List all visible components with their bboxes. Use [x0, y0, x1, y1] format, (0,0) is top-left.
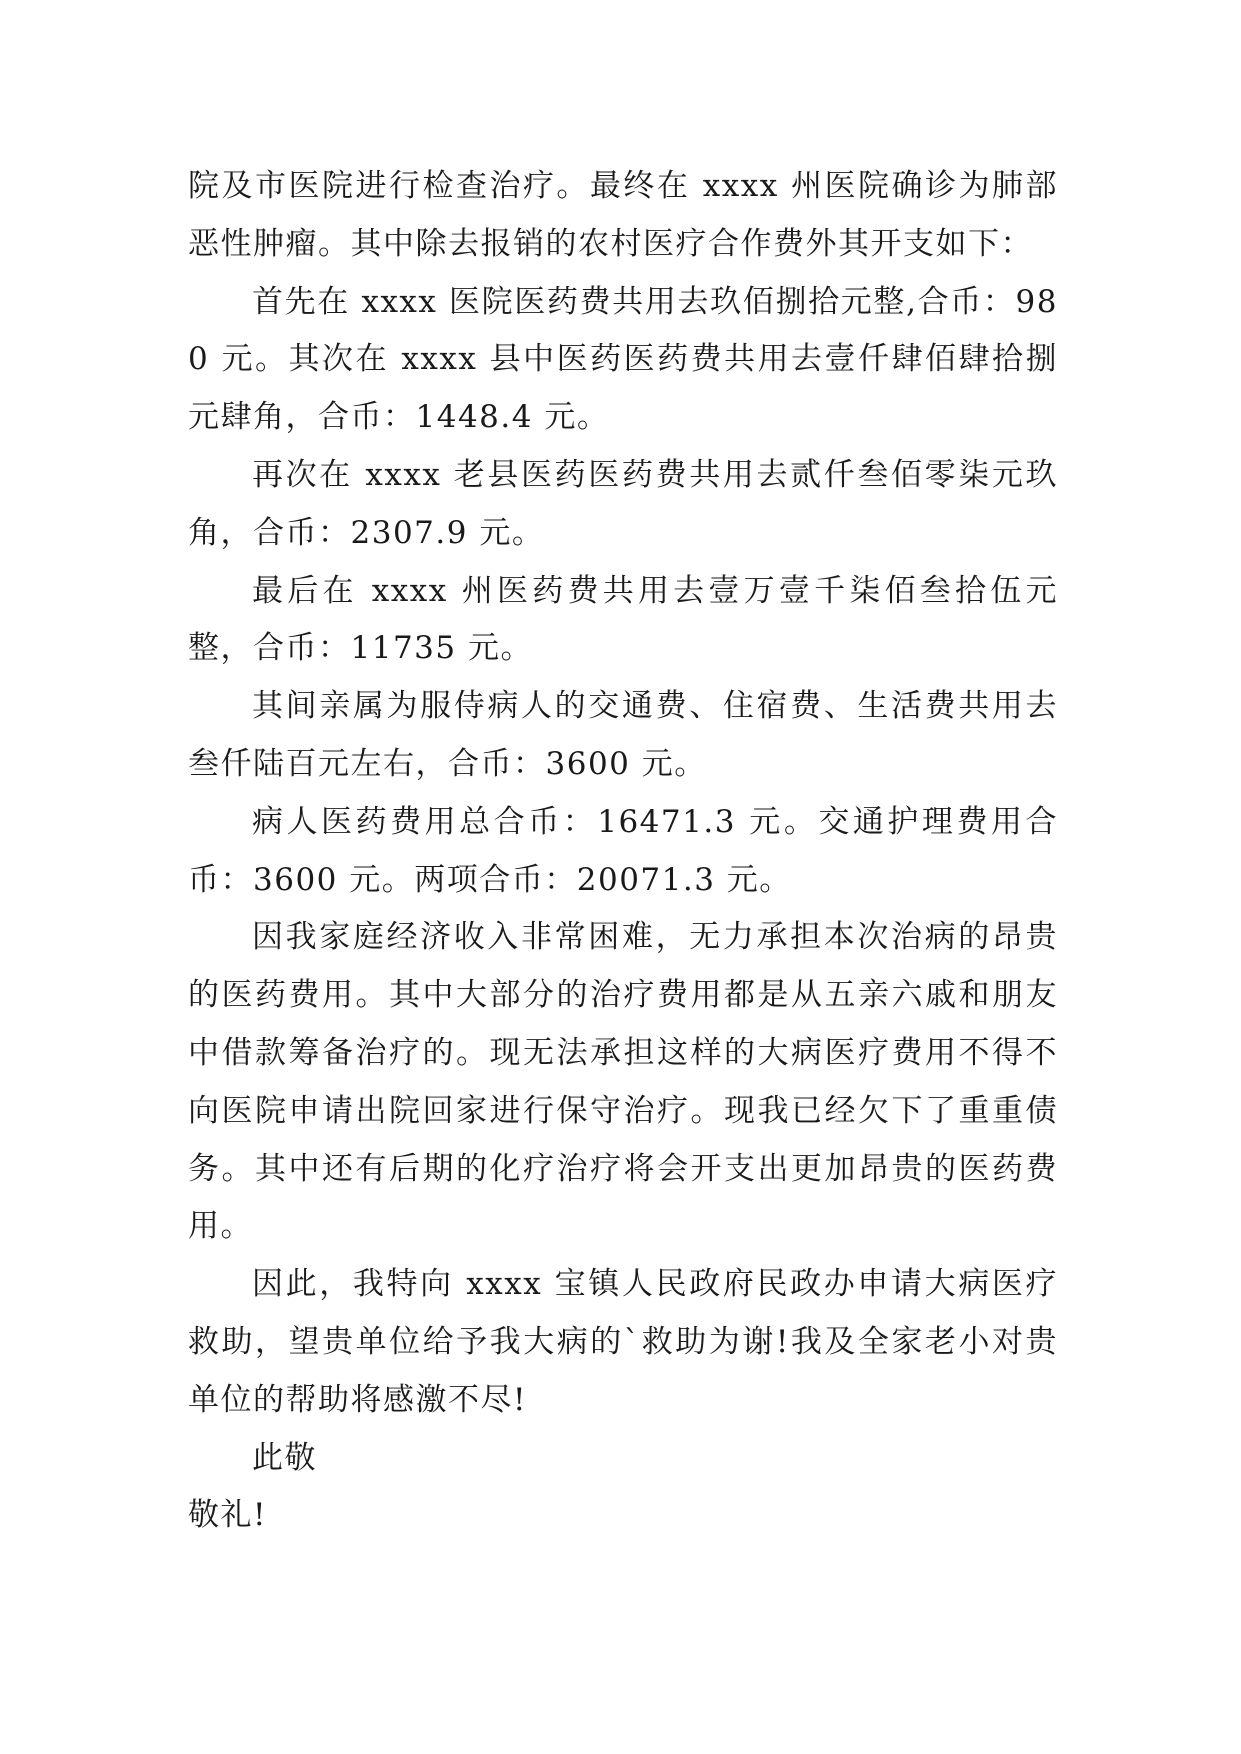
closing-regards: 敬礼! [188, 1497, 267, 1534]
paragraph-last-hospital: 最后在 xxxx 州医药费共用去壹万壹千柒佰叁拾伍元整，合币：11735 元。 [188, 572, 1058, 667]
paragraph-request: 因此，我特向 xxxx 宝镇人民政府民政办申请大病医疗救助，望贵单位给予我大病的`救助为谢!我及全家老小对贵单位的帮助将感激不尽! [188, 1266, 1058, 1418]
paragraph-third-hospital: 再次在 xxxx 老县医药医药费共用去贰仟叁佰零柒元玖角，合币：2307.9 元。 [188, 456, 1058, 551]
closing-salutation: 此敬 [252, 1439, 317, 1476]
paragraph-expense-intro: 院及市医院进行检查治疗。最终在 xxxx 州医院确诊为肺部恶性肿瘤。其中除去报销的农村医疗合作费外其开支如下： [188, 168, 1058, 262]
letter-body [188, 158, 1058, 1545]
paragraph-family-expenses: 其间亲属为服侍病人的交通费、住宿费、生活费共用去叁仟陆百元左右，合币：3600 元。 [188, 688, 1058, 782]
paragraph-first-second-hospital: 首先在 xxxx 医院医药费共用去玖佰捌拾元整,合币：980 元。其次在 xxxx 县中医药医药费共用去壹仟肆佰肆拾捌元肆角，合币：1448.4 元。 [188, 283, 1058, 436]
paragraph-total-expenses: 病人医药费用总合币：16471.3 元。交通护理费用合币：3600 元。两项合币：20071.3 元。 [188, 803, 1058, 898]
paragraph-hardship: 因我家庭经济收入非常困难，无力承担本次治病的昂贵的医药费用。其中大部分的治疗费用都是从五亲六戚和朋友中借款筹备治疗的。现无法承担这样的大病医疗费用不得不向医院申请出院回家进行保守治疗。现我已经欠下了重重债务。其中还有后期的化疗治疗将会开支出更加昂贵的医药费用。 [188, 919, 1058, 1245]
